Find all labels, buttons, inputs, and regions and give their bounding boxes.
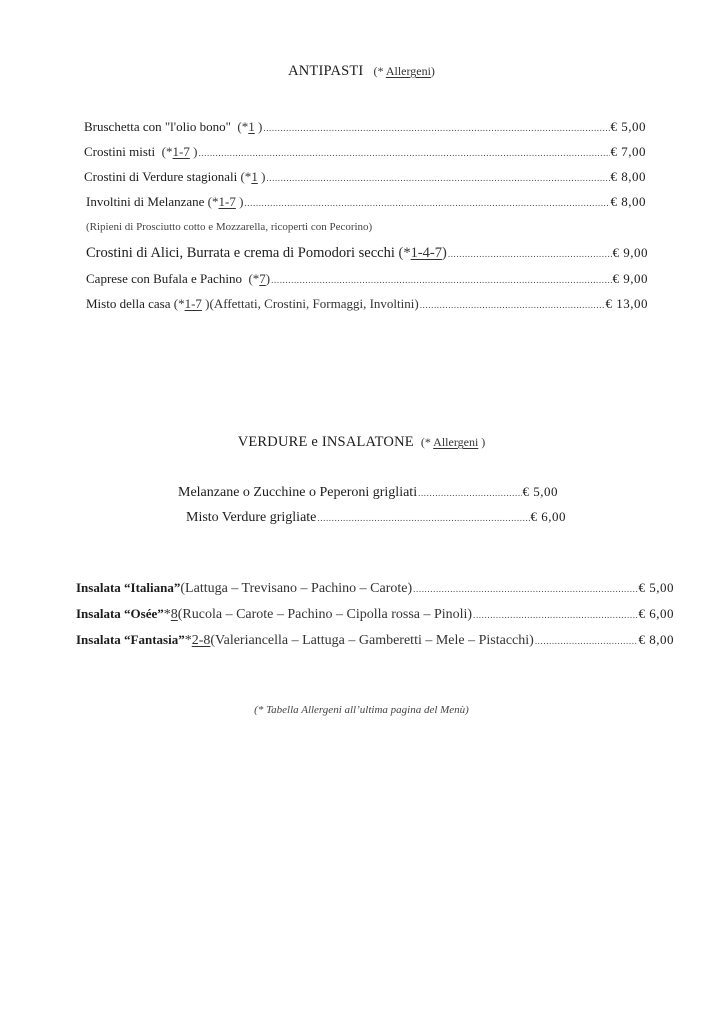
allergen-prefix: (* <box>398 245 411 261</box>
allergeni-prefix: (* <box>420 435 434 449</box>
item-description: (Affettati, Crostini, Formaggi, Involtini) <box>209 296 419 311</box>
leader-dots <box>448 245 612 262</box>
item-price: € 9,00 <box>612 245 648 260</box>
allergen-code: 1 <box>251 169 258 184</box>
leader-dots <box>266 169 609 186</box>
allergen-prefix: (* <box>173 296 185 311</box>
menu-item-insalata-italiana <box>76 580 674 597</box>
item-allergens <box>242 271 270 287</box>
item-price: € 6,00 <box>530 509 566 524</box>
verdure-title <box>0 433 723 451</box>
item-name: Caprese con Bufala e Pachino <box>86 271 242 286</box>
allergen-suffix: ) <box>254 119 263 134</box>
menu-item-bruschetta <box>84 119 646 136</box>
item-allergens <box>170 296 209 312</box>
item-description: (Rucola – Carote – Pachino – Cipolla rossa – Pinoli) <box>177 607 473 622</box>
allergen-suffix: ) <box>257 169 266 184</box>
item-price: € 8,00 <box>638 632 674 647</box>
allergen-suffix: ) <box>265 271 271 286</box>
allergeni-suffix: ) <box>430 64 435 78</box>
menu-item-crostini-alici <box>86 245 648 262</box>
item-allergens <box>231 119 262 135</box>
verdure-allergeni-note <box>418 435 485 449</box>
leader-dots <box>413 581 637 597</box>
item-allergens <box>164 607 178 623</box>
leader-dots <box>244 194 609 211</box>
allergeni-prefix: (* <box>373 64 386 78</box>
menu-item-misto-casa <box>86 296 648 313</box>
menu-item-involtini <box>86 194 646 211</box>
allergen-code: 8 <box>170 607 178 622</box>
allergen-code: 1-7 <box>172 144 190 159</box>
allergen-suffix: ) <box>201 296 210 311</box>
item-name: Misto Verdure grigliate <box>186 510 317 525</box>
leader-dots <box>263 119 609 136</box>
item-name: Misto della casa <box>86 296 171 311</box>
leader-dots <box>535 633 638 649</box>
allergeni-footer-note: (* Tabella Allergeni all’ultima pagina del Menù) <box>254 704 469 716</box>
leader-dots <box>473 607 637 623</box>
allergeni-suffix: ) <box>478 435 486 449</box>
item-allergens <box>237 169 265 185</box>
involtini-description: (Ripieni di Prosciutto cotto e Mozzarella, ricoperti con Pecorino) <box>86 221 373 233</box>
item-description: (Valeriancella – Lattuga – Gamberetti – Mele – Pistacchi) <box>210 633 534 648</box>
allergen-prefix: (* <box>237 119 249 134</box>
allergen-suffix: ) <box>442 245 447 261</box>
item-name: Crostini di Verdure stagionali <box>84 169 238 184</box>
item-price: € 9,00 <box>612 271 648 286</box>
menu-item-insalata-fantasia <box>76 632 674 649</box>
allergeni-link: Allergeni <box>433 435 479 449</box>
item-name: Insalata “Italiana” <box>76 580 181 595</box>
allergen-prefix: (* <box>207 194 219 209</box>
allergen-code: 1-7 <box>218 194 236 209</box>
item-allergens <box>185 633 211 649</box>
allergen-code: 1 <box>248 119 255 134</box>
menu-item-misto-verdure <box>186 509 566 526</box>
allergen-suffix: ) <box>189 144 198 159</box>
item-price: € 5,00 <box>522 484 558 499</box>
allergen-prefix: * <box>163 607 171 622</box>
menu-item-grigliati <box>178 484 558 501</box>
item-name: Crostini misti <box>84 144 156 159</box>
allergen-prefix: (* <box>240 169 252 184</box>
leader-dots <box>418 485 521 501</box>
item-price: € 8,00 <box>610 169 646 184</box>
menu-item-crostini-verdure <box>84 169 646 186</box>
allergen-prefix: * <box>184 633 192 648</box>
item-name: Crostini di Alici, Burrata e crema di Pomodori secchi <box>86 245 395 261</box>
item-price: € 7,00 <box>610 144 646 159</box>
leader-dots <box>271 271 611 288</box>
allergen-code: 7 <box>259 271 266 286</box>
item-allergens <box>204 194 243 210</box>
allergeni-link: Allergeni <box>385 64 431 78</box>
leader-dots <box>198 144 609 161</box>
item-allergens <box>155 144 197 160</box>
menu-item-insalata-osee <box>76 606 674 623</box>
item-price: € 5,00 <box>638 580 674 595</box>
leader-dots <box>420 296 605 313</box>
item-description: (Lattuga – Trevisano – Pachino – Carote) <box>180 581 413 596</box>
item-price: € 5,00 <box>610 119 646 134</box>
leader-dots <box>317 510 529 526</box>
antipasti-heading: ANTIPASTI <box>288 63 364 79</box>
item-allergens <box>395 245 447 261</box>
allergen-suffix: ) <box>235 194 244 209</box>
menu-item-crostini-misti <box>84 144 646 161</box>
item-name: Bruschetta con "l'olio bono" <box>84 119 231 134</box>
allergen-code: 1-7 <box>184 296 202 311</box>
allergen-prefix: (* <box>248 271 260 286</box>
item-name: Insalata “Osée” <box>76 606 164 621</box>
item-name: Involtini di Melanzane <box>86 194 205 209</box>
verdure-heading: VERDURE e INSALATONE <box>237 434 414 450</box>
item-price: € 13,00 <box>605 296 648 311</box>
item-name: Melanzane o Zucchine o Peperoni grigliati <box>178 485 418 500</box>
menu-item-caprese <box>86 271 648 288</box>
allergen-code: 1-4-7 <box>410 245 443 261</box>
item-price: € 6,00 <box>638 606 674 621</box>
item-price: € 8,00 <box>610 194 646 209</box>
allergen-code: 2-8 <box>191 633 211 648</box>
antipasti-allergeni-note <box>367 64 434 78</box>
item-name: Insalata “Fantasia” <box>76 632 185 647</box>
allergen-prefix: (* <box>161 144 173 159</box>
antipasti-title <box>0 62 723 80</box>
